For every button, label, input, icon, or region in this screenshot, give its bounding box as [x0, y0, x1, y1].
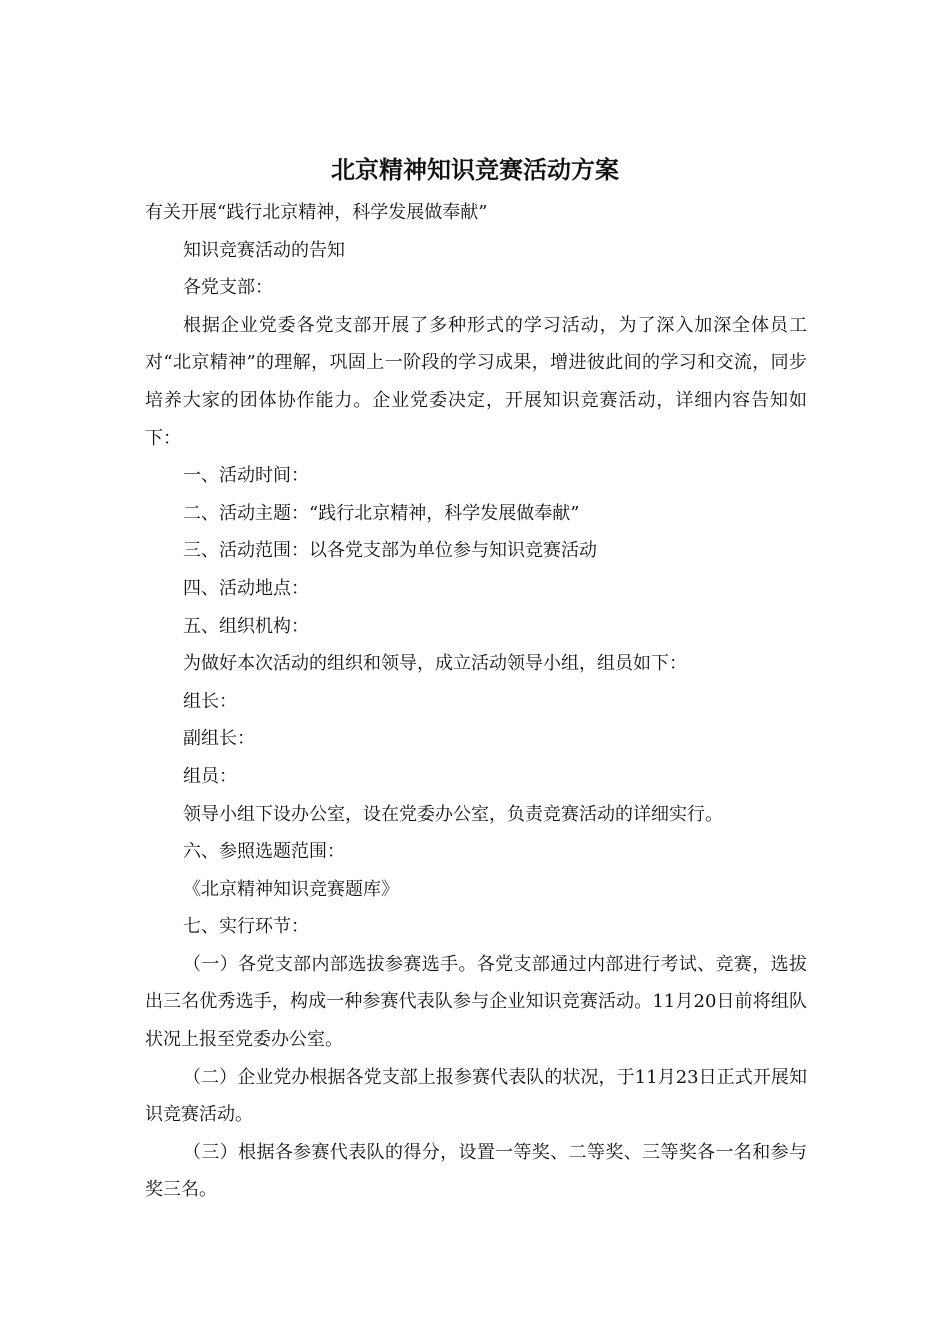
implementation-step-1: （一）各党支部内部选拔参赛选手。各党支部通过内部进行考试、竞赛，选拔出三名优秀选手，构成一种参赛代表队参与企业知识竞赛活动。11月20日前将组队状况上报至党委办公室。	[145, 953, 807, 1051]
section-organization: 五、组织机构：	[183, 615, 309, 637]
section-question-scope: 六、参照选题范围：	[183, 841, 345, 863]
document-body	[145, 194, 807, 1209]
implementation-step-2: （二）企业党办根据各党支部上报参赛代表队的状况，于11月23日正式开展知识竞赛活动。	[145, 1066, 807, 1126]
intro-paragraph: 根据企业党委各党支部开展了多种形式的学习活动，为了深入加深全体员工对“北京精神”的理解，巩固上一阶段的学习成果，增进彼此间的学习和交流，同步培养大家的团体协作能力。企业党委决定，开展知识竞赛活动，详细内容告知如下：	[145, 314, 807, 449]
section-activity-time: 一、活动时间：	[183, 465, 309, 487]
team-leader: 组长：	[183, 690, 237, 712]
section-activity-location: 四、活动地点：	[183, 577, 309, 599]
implementation-step-3: （三）根据各参赛代表队的得分，设置一等奖、二等奖、三等奖各一名和参与奖三名。	[145, 1141, 807, 1201]
section-implementation: 七、实行环节：	[183, 916, 309, 938]
organization-intro: 为做好本次活动的组织和领导，成立活动领导小组，组员如下：	[183, 653, 687, 675]
question-bank-title: 《北京精神知识竞赛题库》	[183, 878, 399, 900]
addressee: 各党支部：	[183, 277, 273, 299]
section-activity-scope: 三、活动范围：以各党支部为单位参与知识竞赛活动	[183, 540, 597, 562]
team-members: 组员：	[183, 765, 237, 787]
document-title: 北京精神知识竞赛活动方案	[331, 156, 619, 184]
notice-heading-line-1: 有关开展“践行北京精神，科学发展做奉献”	[145, 202, 488, 223]
section-activity-theme: 二、活动主题：“践行北京精神，科学发展做奉献”	[183, 502, 580, 524]
deputy-team-leader: 副组长：	[183, 728, 255, 750]
office-note: 领导小组下设办公室，设在党委办公室，负责竞赛活动的详细实行。	[183, 803, 723, 825]
notice-heading-line-2: 知识竞赛活动的告知	[183, 239, 345, 261]
